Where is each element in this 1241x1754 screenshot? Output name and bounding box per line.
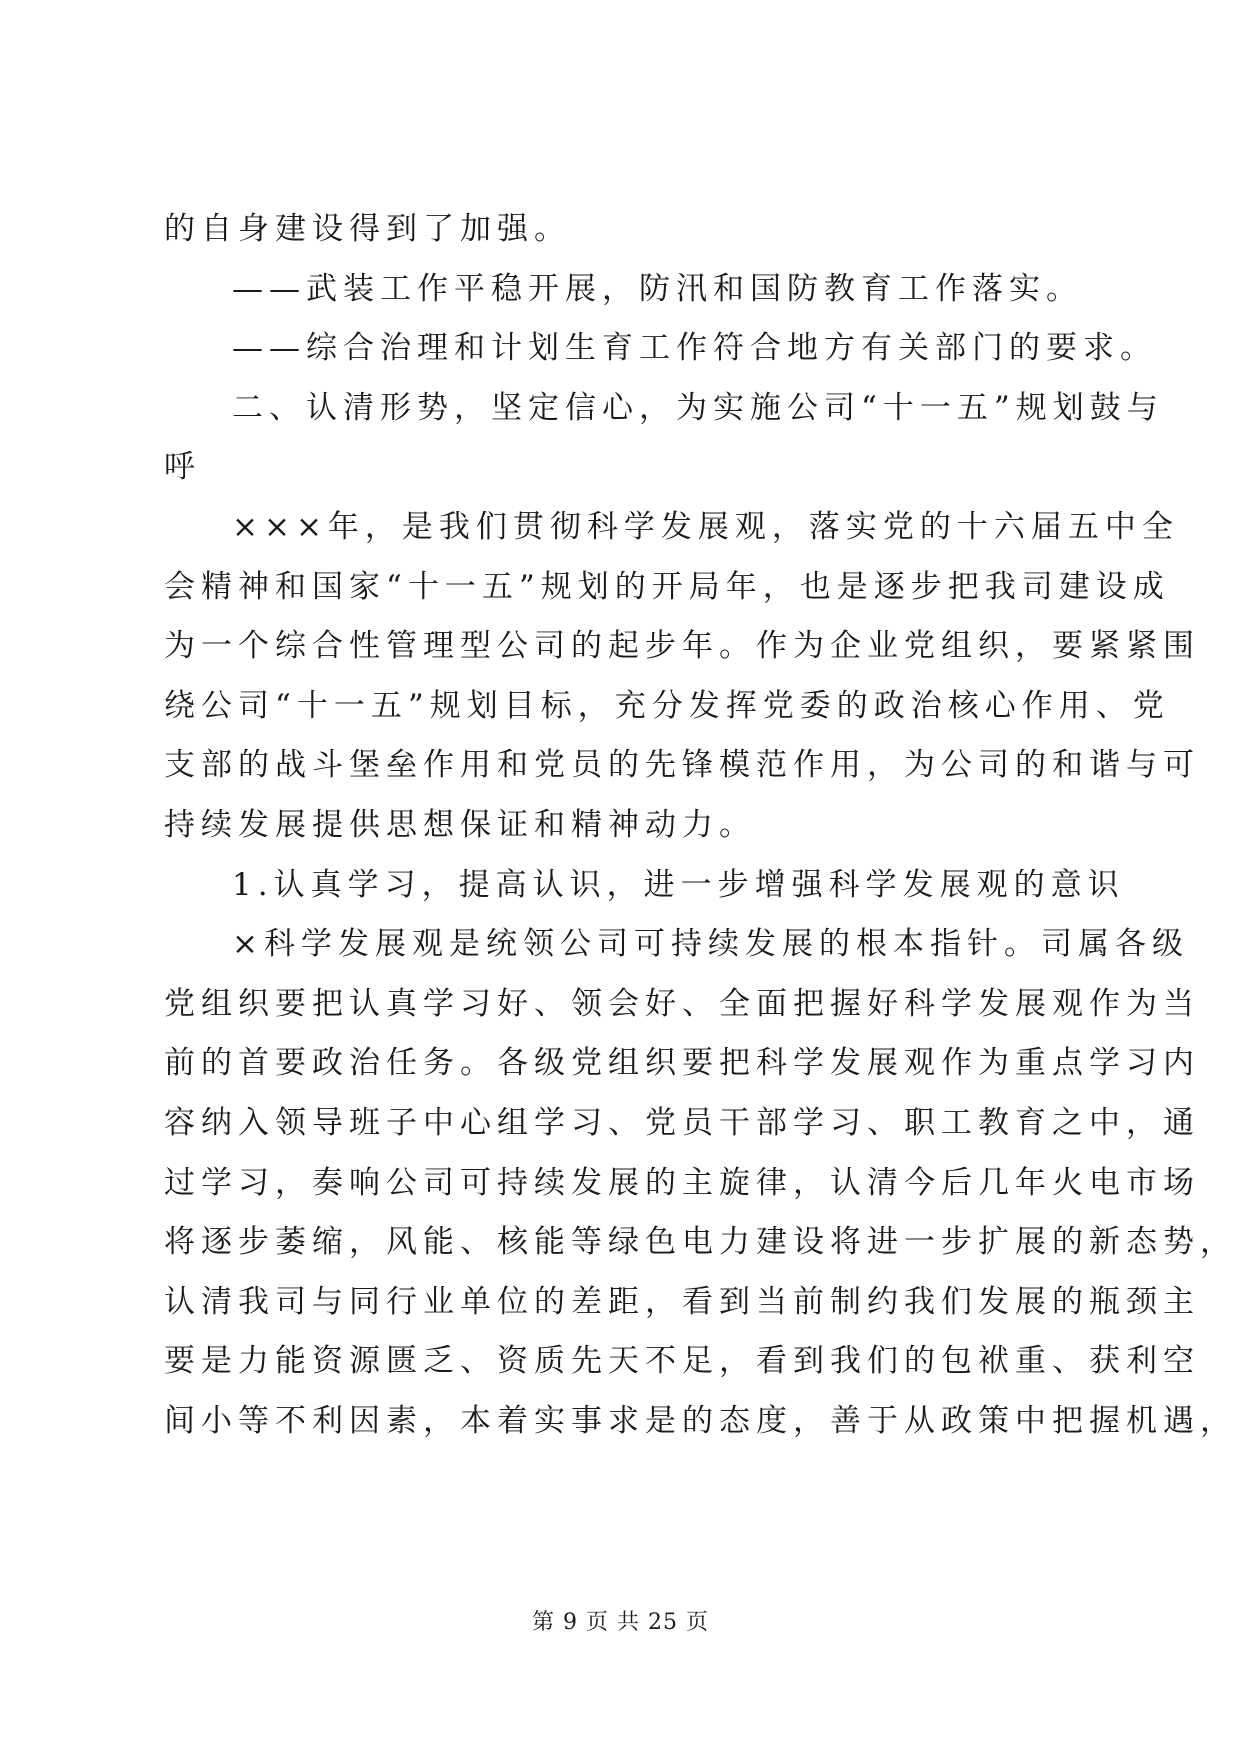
text-line: 过学习，奏响公司可持续发展的主旋律，认清今后几年火电市场 xyxy=(164,1164,1200,1201)
text-line: 支部的战斗堡垒作用和党员的先锋模范作用，为公司的和谐与可 xyxy=(164,747,1200,784)
text-line: 党组织要把认真学习好、领会好、全面把握好科学发展观作为当 xyxy=(164,985,1200,1022)
text-line: ——武装工作平稳开展，防汛和国防教育工作落实。 xyxy=(232,270,1083,307)
text-line: 绕公司“十一五”规划目标，充分发挥党委的政治核心作用、党 xyxy=(164,687,1170,724)
text-line: 的自身建设得到了加强。 xyxy=(164,211,571,247)
page-footer: 第 9 页 共 25 页 xyxy=(532,1610,709,1635)
text-line: ×××年，是我们贯彻科学发展观，落实党的十六届五中全 xyxy=(232,508,1179,545)
text-line: 呼 xyxy=(164,449,201,486)
text-line: 会精神和国家“十一五”规划的开局年，也是逐步把我司建设成 xyxy=(164,568,1170,605)
text-line: ×科学发展观是统领公司可持续发展的根本指针。司属各级 xyxy=(232,926,1189,963)
text-line: 为一个综合性管理型公司的起步年。作为企业党组织，要紧紧围 xyxy=(164,628,1200,665)
text-line: 前的首要政治任务。各级党组织要把科学发展观作为重点学习内 xyxy=(164,1045,1200,1082)
text-line: ——综合治理和计划生育工作符合地方有关部门的要求。 xyxy=(232,330,1157,367)
document-body xyxy=(164,200,1237,1451)
text-line: 认清我司与同行业单位的差距，看到当前制约我们发展的瓶颈主 xyxy=(164,1283,1200,1320)
text-line: 持续发展提供思想保证和精神动力。 xyxy=(164,806,756,843)
text-line: 二、认清形势，坚定信心，为实施公司“十一五”规划鼓与 xyxy=(232,389,1164,426)
text-line: 1.认真学习，提高认识，进一步增强科学发展观的意识 xyxy=(232,866,1125,903)
text-line: 容纳入领导班子中心组学习、党员干部学习、职工教育之中，通 xyxy=(164,1104,1200,1141)
text-line: 将逐步萎缩，风能、核能等绿色电力建设将进一步扩展的新态势， xyxy=(164,1224,1237,1261)
text-line: 间小等不利因素，本着实事求是的态度，善于从政策中把握机遇， xyxy=(164,1402,1237,1439)
text-line: 要是力能资源匮乏、资质先天不足，看到我们的包袱重、获利空 xyxy=(164,1343,1200,1380)
